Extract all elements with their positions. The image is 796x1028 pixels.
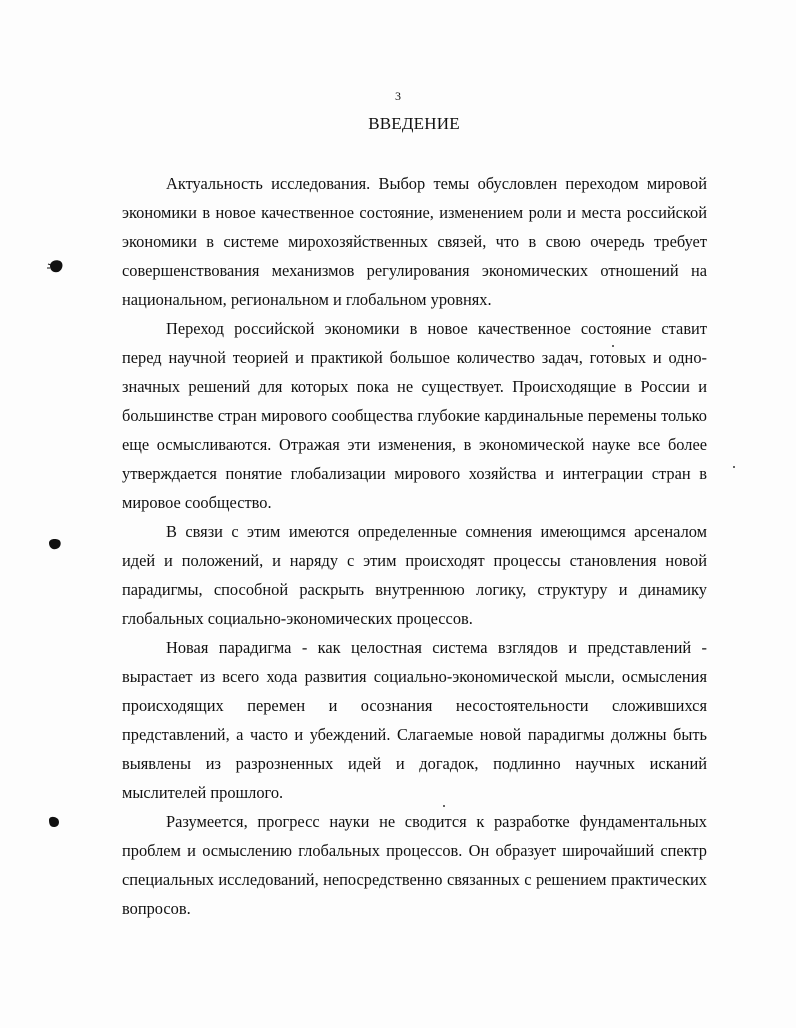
punch-hole-icon	[47, 536, 60, 550]
paragraph: В связи с этим имеются определенные сомнения имеющимся арсеналом идей и положений, и наряду с этим происходят процессы становления новой парадигмы, способной раскрыть внутреннюю логику, структуру и динамику глобальных социально-экономических процессов.	[122, 522, 707, 628]
paragraph: Переход российской экономики в новое качественное состояние ставит перед научной теорией и практикой большое количество задач, готовых и однозначных решений для которых пока не существует. Происходящие в России и большинстве стран мирового сообщества глубокие кардинальные перемены только еще осмысливаются. Отражая эти изменения, в экономической науке все более утверждается понятие глобализации мирового хозяйства и интеграции стран в мировое сообщество.	[122, 319, 707, 512]
page-title: ВВЕДЕНИЕ	[368, 114, 460, 133]
scan-speck	[612, 345, 614, 347]
scan-speck	[443, 805, 445, 807]
punch-hole-icon	[47, 258, 60, 272]
body-text	[122, 169, 707, 923]
scan-speck	[733, 466, 735, 468]
punch-hole-icon	[46, 814, 59, 828]
page-number: 3	[395, 89, 401, 103]
paragraph: Разумеется, прогресс науки не сводится к разработке фундаментальных проблем и осмыслению глобальных процессов. Он образует широчайший спектр специальных исследований, непосредственно связанных с решением практических вопросов.	[122, 812, 707, 918]
paragraph: Актуальность исследования. Выбор темы обусловлен переходом мировой экономики в новое качественное состояние, изменением роли и места российской экономики в системе мирохозяйственных связей, что в свою очередь требует совершенствования механизмов регулирования экономических отношений на национальном, региональном и глобальном уровнях.	[122, 174, 707, 309]
paragraph: Новая парадигма - как целостная система взглядов и представлений - вырастает из всего хода развития социально-экономической мысли, осмысления происходящих перемен и осознания несостоятельности сложившихся представлений, а часто и убеждений. Слагаемые новой парадигмы должны быть выявлены из разрозненных идей и догадок, подлинно научных исканий мыслителей прошлого.	[122, 638, 707, 802]
